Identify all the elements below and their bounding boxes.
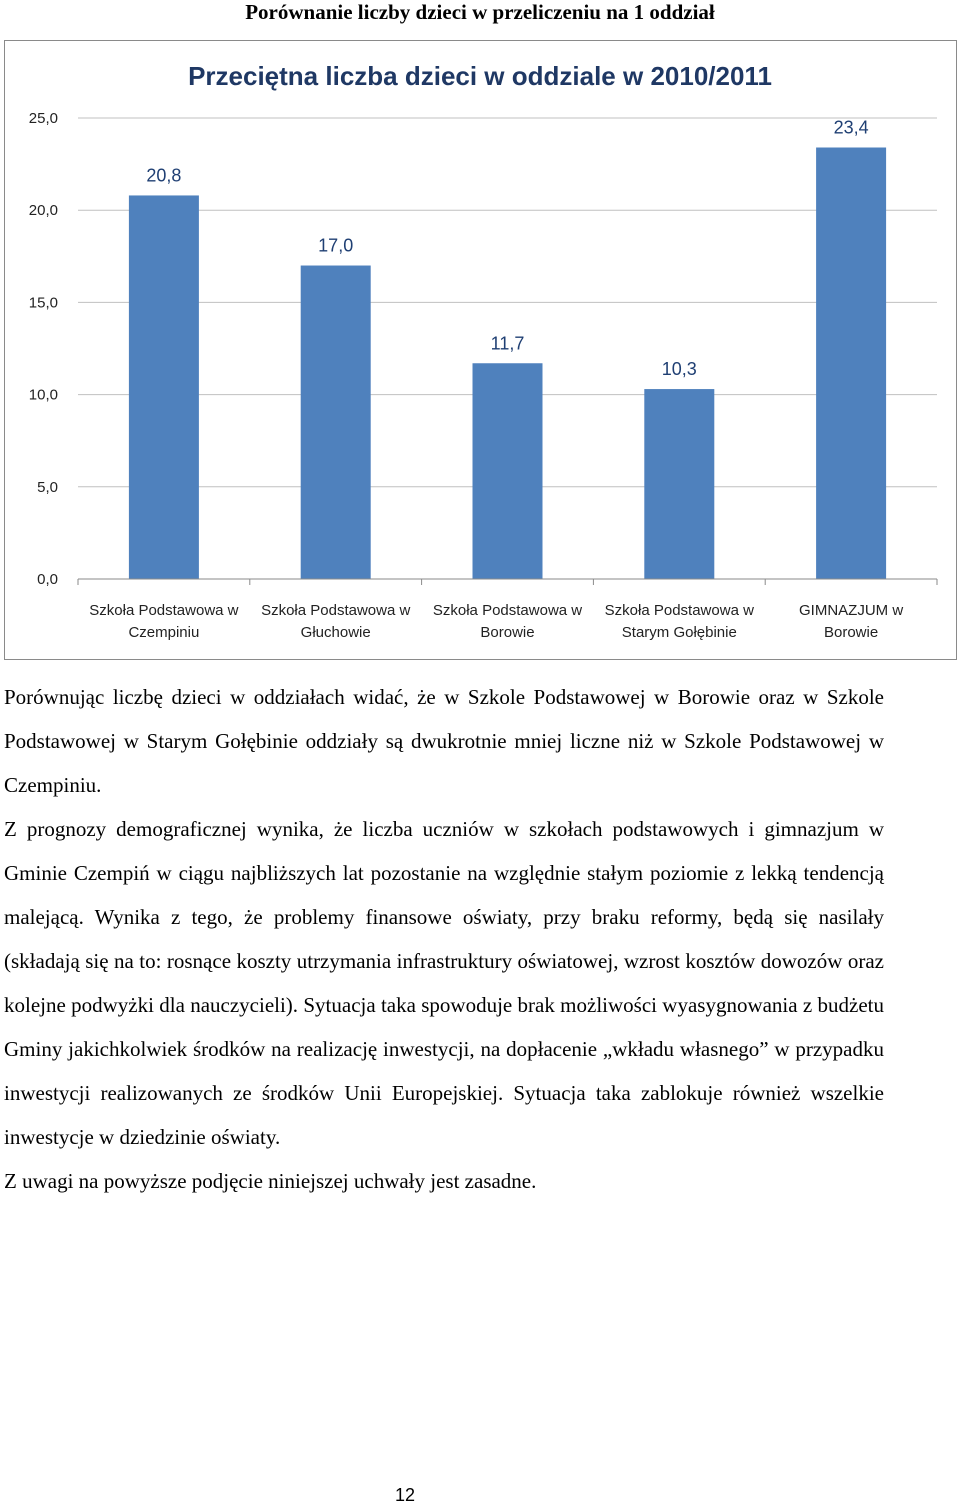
data-label: 17,0 <box>318 235 354 256</box>
bar-chart <box>0 0 960 660</box>
paragraph-conclusion: Z uwagi na powyższe podjęcie niniejszej uchwały jest zasadne. <box>4 1169 537 1193</box>
page-number: 12 <box>394 1485 416 1505</box>
chart-title: Przeciętna liczba dzieci w oddziale w 2010/2011 <box>188 61 772 91</box>
paragraph-comparison: Porównując liczbę dzieci w oddziałach widać, że w Szkole Podstawowej w Borowie oraz w Szkole Podstawowej w Starym Gołębinie oddziały są dwukrotnie mniej liczne niż w Szkole Podstawowej w Czempiniu. <box>4 685 884 797</box>
y-tick-label: 10,0 <box>28 386 58 404</box>
y-tick-label: 25,0 <box>28 110 58 127</box>
y-tick-label: 5,0 <box>37 478 58 496</box>
category-label-line: Czempiniu <box>128 624 200 641</box>
category-label <box>799 602 903 641</box>
bars <box>129 118 886 579</box>
category-label-line: Borowie <box>480 624 535 641</box>
bar <box>301 266 371 579</box>
category-label-line: Borowie <box>823 624 879 641</box>
bar <box>816 148 886 579</box>
data-label: 23,4 <box>833 117 869 138</box>
category-label <box>89 602 238 641</box>
data-label: 10,3 <box>661 359 697 380</box>
bar <box>129 195 199 579</box>
category-label-line: GIMNAZJUM w <box>799 602 904 619</box>
bar <box>473 363 543 579</box>
category-label-line: Starym Gołębinie <box>621 624 737 641</box>
category-label <box>605 602 754 641</box>
y-tick-label: 20,0 <box>28 202 58 220</box>
x-axis <box>78 579 937 641</box>
category-label-line: Szkoła Podstawowa w <box>432 602 583 619</box>
category-label <box>433 602 582 641</box>
bar <box>644 389 714 579</box>
category-label-line: Głuchowie <box>300 624 371 641</box>
category-label-line: Szkoła Podstawowa w <box>261 602 411 619</box>
data-label: 11,7 <box>490 333 525 354</box>
category-label <box>261 602 410 641</box>
body-text <box>4 675 884 1203</box>
category-label-line: Szkoła Podstawowa w <box>604 602 754 619</box>
category-label-line: Szkoła Podstawowa w <box>89 602 239 619</box>
y-tick-label: 15,0 <box>28 294 58 312</box>
data-label: 20,8 <box>146 165 182 186</box>
y-tick-label: 0,0 <box>37 571 58 588</box>
y-axis <box>29 110 58 588</box>
paragraph-forecast: Z prognozy demograficznej wynika, że liczba uczniów w szkołach podstawowych i gimnazjum w Gminie Czempiń w ciągu najbliższych lat pozostanie na względnie stałym poziomie z lekką tendencją malejącą. Wynika z tego, że problemy finansowe oświaty, przy braku reformy, będą się nasilały (składają się na to: rosnące koszty utrzymania infrastruktury oświatowej, wzrost kosztów dowozów oraz kolejne podwyżki dla nauczycieli). Sytuacja taka spowoduje brak możliwości wyasygnowania z budżetu Gminy jakichkolwiek środków na realizację inwestycji, na dopłacenie „wkładu własnego” w przypadku inwestycji realizowanych ze środków Unii Europejskiej. Sytuacja taka zablokuje również wszelkie inwestycje w dziedzinie oświaty. <box>4 817 884 1149</box>
document-heading: Porównanie liczby dzieci w przeliczeniu na 1 oddział <box>245 0 715 24</box>
